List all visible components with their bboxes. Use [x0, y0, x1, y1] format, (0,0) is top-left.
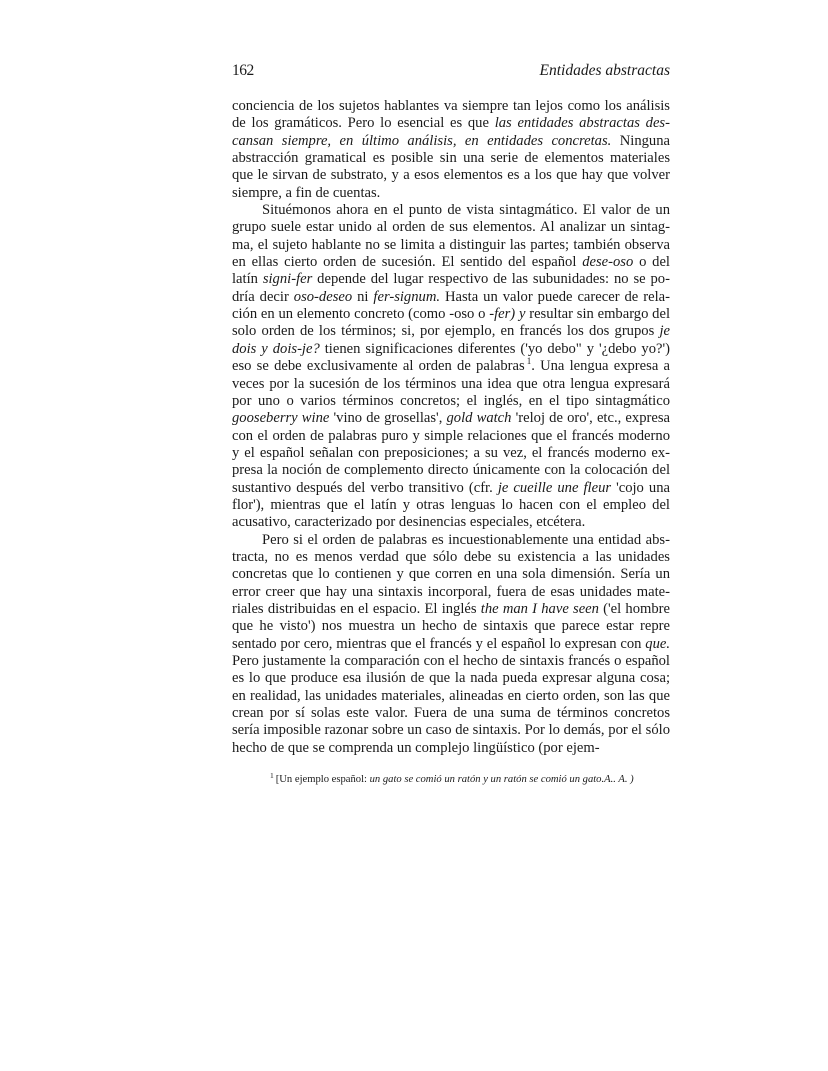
- footnote-lead: [Un ejemplo español:: [275, 774, 370, 786]
- italic-term: gooseberry wine: [232, 410, 330, 427]
- text-run: ni: [352, 288, 374, 305]
- text-run: resultar sin embargo del solo orden de los términos; si, por ejemplo, en francés los dos grupos: [232, 306, 670, 340]
- text-run: ('el hombre que he visto') nos muestra un hecho de sintaxis que parece estar repre sentado por cero, mientras que el francés y el español lo expresan con: [232, 600, 670, 652]
- italic-term: oso-deseo: [293, 288, 353, 305]
- text-run: 'reloj de oro', etc., expresa con el orden de palabras puro y simple relaciones que el francés moderno y el español señalan con preposiciones; a su vez, el francés moderno expresa la noción de complemento directo únicamente con la colocación del sustantivo después del verbo transitivo (cfr.: [232, 410, 670, 496]
- book-page: [232, 62, 670, 786]
- text-run: conciencia de los sujetos hablantes va siempre tan lejos como los análisis de los gramáticos. Pero lo esencial es que: [232, 98, 670, 132]
- italic-term: las entidades abstractas descansan siempre, en último análisis, en entidades concretas.: [232, 115, 670, 149]
- italic-term: fer-signum.: [373, 288, 441, 305]
- text-run: 'cojo una flor'), mientras que el latín y otras lenguas lo hacen con el empleo del acusativo, caracterizado por desinencias especiales, etcétera.: [232, 479, 670, 531]
- italic-term: je cueille une fleur: [497, 479, 612, 496]
- text-run: depende del lugar respectivo de las subunidades: no se podría decir: [232, 271, 670, 305]
- italic-term: que.: [645, 635, 670, 652]
- body-text: [232, 98, 670, 757]
- paragraph: [232, 98, 670, 202]
- italic-term: dese-oso: [582, 254, 634, 271]
- italic-term: je dois y dois-je?: [232, 323, 670, 357]
- page-number: 162: [232, 62, 254, 79]
- italic-term: signi-fer: [262, 271, 313, 288]
- text-run: Pero justamente la comparación con el hecho de sintaxis francés o español es lo que produce esa ilusión de que la nada pueda expresar alguna cosa; en realidad, las unidades materiales, alineadas en cierto orden, son las que crean por sí solas este valor. Fuera de una suma de términos concretos sería imposible razonar sobre un caso de sintaxis. Por lo demás, por el sólo hecho de que se comprenda un complejo lingüístico (por ejem-: [232, 653, 670, 756]
- footnote-reference: 1: [526, 356, 532, 367]
- paragraph: [232, 532, 670, 757]
- footnote: [232, 773, 670, 786]
- running-head: [232, 62, 670, 84]
- text-run: . Una lengua expresa a veces por la sucesión de los términos una idea que otra lengua expresará por uno o varios términos concretos; el inglés, en el tipo sintagmático: [232, 358, 671, 409]
- text-run: 'vino de grosellas',: [329, 410, 447, 427]
- text-run: o del latín: [232, 254, 670, 288]
- footnote-example: un gato se comió un ratón y un ratón se comió un gato.A.. A. ): [369, 774, 634, 786]
- running-title: Entidades abstractas: [539, 62, 670, 79]
- footnote-marker: 1: [270, 771, 274, 781]
- text-run: Situémonos ahora en el punto de vista sintagmático. El valor de un grupo suele estar unido al orden de sus elementos. Al analizar un sintagma, el sujeto hablante no se limita a distinguir las partes; también observa en ellas cierto orden de sucesión. El sentido del español: [232, 202, 670, 271]
- paragraph: [232, 202, 670, 532]
- text-run: Pero si el orden de palabras es incuestionablemente una entidad abstracta, no es menos verdad que sólo debe su existencia a las unidades concretas que lo contienen y que corren en una sola dimensión. Sería un error creer que hay una sintaxis incorporal, fuera de esas unidades materiales distribuidas en el espacio. El inglés: [232, 531, 670, 617]
- italic-term: -fer) y: [489, 306, 526, 323]
- text-run: Ninguna abstracción gramatical es posible sin una serie de elementos materiales que le sirvan de substrato, y a esos elementos es a los que hay que volver siempre, a fin de cuentas.: [232, 132, 670, 201]
- text-run: Hasta un valor puede carecer de relación en un elemento concreto (como -oso o: [232, 288, 670, 323]
- italic-term: the man I have seen: [480, 600, 599, 617]
- text-run: tienen significaciones diferentes ('yo debo" y '¿debo yo?') eso se debe exclusivamente al orden de palabras: [232, 340, 670, 375]
- italic-term: gold watch: [446, 410, 512, 427]
